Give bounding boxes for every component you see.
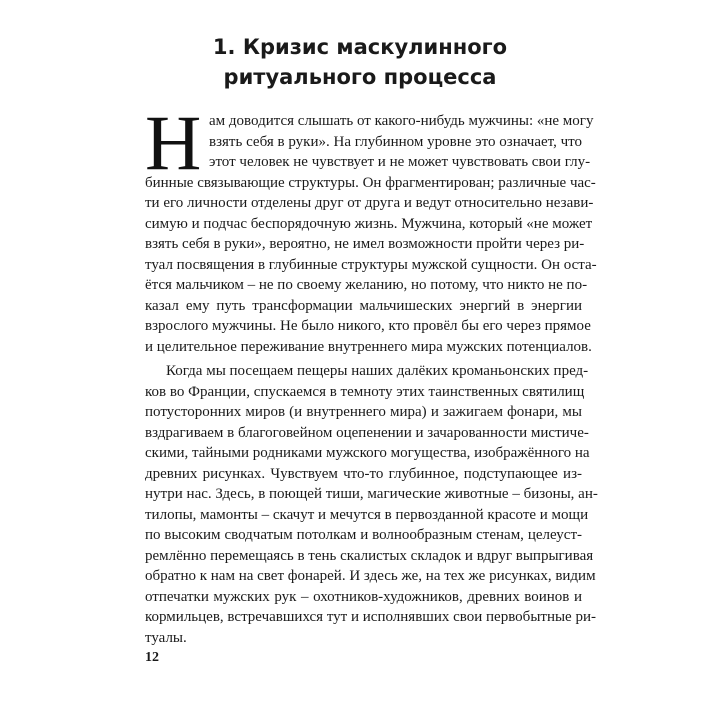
text-line: тилопы, мамонты – скачут и мечутся в первозданной красоте и мощи xyxy=(145,506,589,523)
text-line: симую и подчас беспорядочную жизнь. Мужчина, который «не может xyxy=(145,215,593,232)
drop-cap: Н xyxy=(145,99,202,186)
text-line: взять себя в руки». На глубинном уровне это означает, что xyxy=(209,133,582,150)
text-line: этот человек не чувствует и не может чувствовать свои глу- xyxy=(209,154,591,170)
text-line: кормильцев, встречавшихся тут и исполнявших свои первобытные ри- xyxy=(145,609,596,625)
text-line: ремлённо перемещаясь в тень скалистых складок и вдруг выпрыгивая xyxy=(145,547,594,564)
text-line: ам доводится слышать от какого-нибудь мужчины: «не могу xyxy=(209,113,594,129)
text-line: потусторонних миров (и внутреннего мира) и зажигаем фонари, мы xyxy=(145,404,582,420)
text-line: бинные связывающие структуры. Он фрагментирован; различные час- xyxy=(145,174,596,191)
text-line: нутри нас. Здесь, в поющей тиши, магические животные – бизоны, ан- xyxy=(145,486,598,502)
text-line: Когда мы посещаем пещеры наших далёких кроманьонских пред- xyxy=(166,363,589,379)
text-line: взрослого мужчины. Не было никого, кто провёл бы его через прямое xyxy=(145,318,591,334)
text-line: древних рисунках. Чувствуем что-то глубинное, подступающее из- xyxy=(145,465,582,482)
text-line: ков во Франции, спускаемся в темноту этих таинственных святилищ xyxy=(145,383,585,400)
text-line: туал посвящения в глубинные структуры мужской сущности. Он оста- xyxy=(145,256,597,273)
text-line: ти его личности отделены друг от друга и ведут относительно незави- xyxy=(145,195,594,211)
text-line: отпечатки мужских рук – охотников-художников, древних воинов и xyxy=(145,588,582,605)
text-line: взять себя в руки», вероятно, не имел возможности пройти через ри- xyxy=(145,236,585,252)
text-line: и целительное переживание внутреннего мира мужских потенциалов. xyxy=(145,338,592,355)
chapter-title xyxy=(0,32,720,92)
text-line: ётся мальчиком – не по своему желанию, но потому, что никто не по- xyxy=(145,277,588,293)
chapter-title-line: 1. Кризис маскулинного xyxy=(212,35,508,59)
text-line: туалы. xyxy=(145,629,187,646)
page-number: 12 xyxy=(145,650,159,665)
text-line: обратно к нам на свет фонарей. И здесь же, на тех же рисунках, видим xyxy=(145,568,596,584)
paragraph-1 xyxy=(145,99,597,357)
chapter-title-line: ритуального процесса xyxy=(223,65,497,89)
text-line: казал ему путь трансформации мальчишеских энергий в энергии xyxy=(145,297,582,314)
text-line: по высоким сводчатым потолкам и волнообразным стенам, целеуст- xyxy=(145,527,582,543)
text-line: скими, тайными родниками мужского могущества, изображённого на xyxy=(145,445,590,461)
paragraph-2 xyxy=(145,361,598,648)
text-line: вздрагиваем в благоговейном оцепенении и зачарованности мистиче- xyxy=(145,424,589,441)
body-text xyxy=(145,99,598,648)
